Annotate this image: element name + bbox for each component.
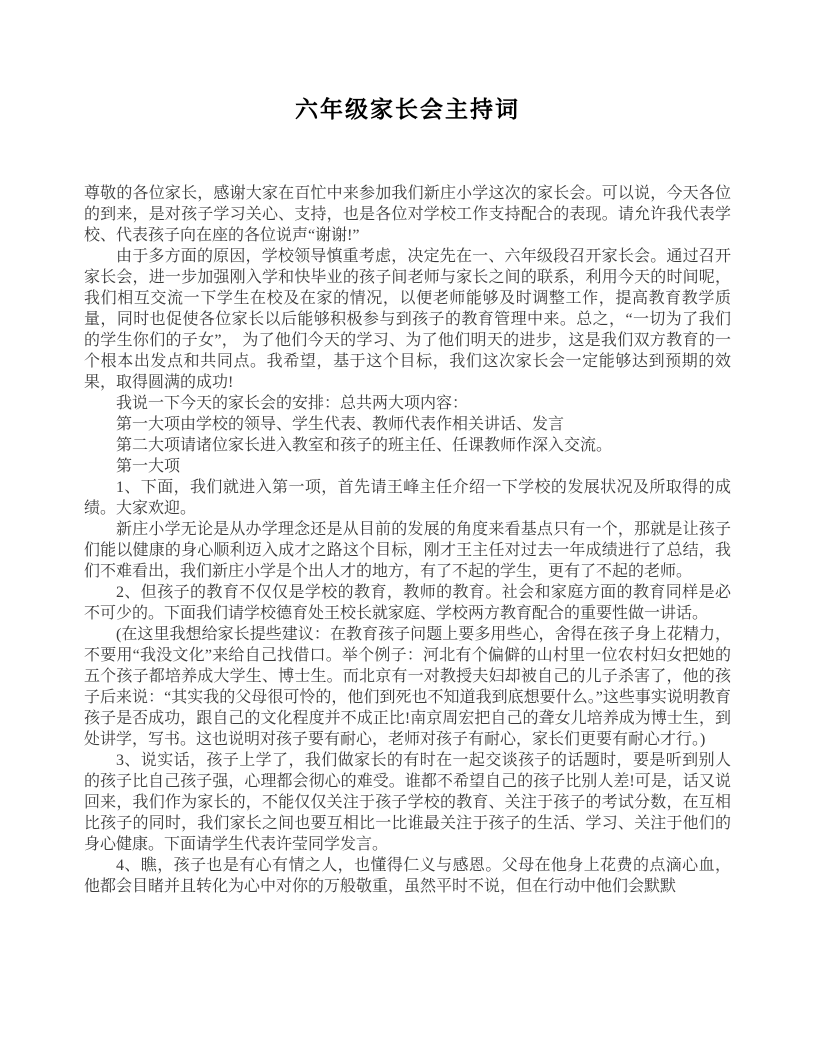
- paragraph: 3、说实话，孩子上学了，我们做家长的有时在一起交谈孩子的话题时，要是听到别人的孩子比自己孩子强，心理都会彻心的难受。谁都不希望自己的孩子比别人差!可是，话又说回来，我们作为家长的，不能仅仅关注于孩子学校的教育、关注于孩子的考试分数，在互相比孩子的同时，我们家长之间也要互相比一比谁最关注于孩子的生活、学习、关注于他们的身心健康。下面请学生代表许莹同学发言。: [84, 752, 731, 853]
- paragraph: 第二大项请诸位家长进入教室和孩子的班主任、任课教师作深入交流。: [116, 437, 613, 454]
- paragraph: 第一大项: [116, 458, 181, 475]
- paragraph: 1、下面，我们就进入第一项，首先请王峰主任介绍一下学校的发展状况及所取得的成绩。大家欢迎。: [84, 479, 731, 517]
- paragraph: 4、瞧，孩子也是有心有情之人，也懂得仁义与感恩。父母在他身上花费的点滴心血，他都会目睹并且转化为心中对你的万般敬重，虽然平时不说，但在行动中他们会默默: [84, 857, 731, 895]
- paragraph: 2、但孩子的教育不仅仅是学校的教育，教师的教育。社会和家庭方面的教育同样是必不可少的。下面我们请学校德育处王校长就家庭、学校两方教育配合的重要性做一讲话。: [84, 584, 731, 622]
- paragraph: 由于多方面的原因，学校领导慎重考虑，决定先在一、六年级段召开家长会。通过召开家长会，进一步加强刚入学和快毕业的孩子间老师与家长之间的联系，利用今天的时间呢，我们相互交流一下学生在校及在家的情况，以便老师能够及时调整工作，提高教育教学质量，同时也促使各位家长以后能够积极参与到孩子的教育管理中来。总之，“一切为了我们的学生你们的子女”， 为了他们今天的学习、为了他们明天的进步，这是我们双方教育的一个根本出发点和共同点。我希望，基于这个目标，我们这次家长会一定能够达到预期的效果，取得圆满的成功!: [84, 248, 731, 391]
- paragraph: 尊敬的各位家长，感谢大家在百忙中来参加我们新庄小学这次的家长会。可以说，今天各位的到来，是对孩子学习关心、支持，也是各位对学校工作支持配合的表现。请允许我代表学校、代表孩子向在座的各位说声“谢谢!”: [84, 185, 731, 244]
- paragraph: (在这里我想给家长提些建议：在教育孩子问题上要多用些心，舍得在孩子身上花精力，不要用“我没文化”来给自己找借口。举个例子：河北有个偏僻的山村里一位农村妇女把她的五个孩子都培养成大学生、博士生。而北京有一对教授夫妇却被自己的儿子杀害了，他的孩子后来说：“其实我的父母很可怜的，他们到死也不知道我到底想要什么。”这些事实说明教育孩子是否成功，跟自己的文化程度并不成正比!南京周宏把自己的聋女儿培养成为博士生，到处讲学，写书。这也说明对孩子要有耐心，老师对孩子有耐心，家长们更要有耐心才行。): [84, 626, 731, 748]
- paragraph: 新庄小学无论是从办学理念还是从目前的发展的角度来看基点只有一个，那就是让孩子们能以健康的身心顺利迈入成才之路这个目标，刚才王主任对过去一年成绩进行了总结，我们不难看出，我们新庄小学是个出人才的地方，有了不起的学生，更有了不起的老师。: [84, 521, 731, 580]
- document-body: [84, 183, 731, 897]
- document-title: 六年级家长会主持词: [295, 97, 520, 122]
- paragraph: 我说一下今天的家长会的安排：总共两大项内容：: [116, 395, 469, 412]
- paragraph: 第一大项由学校的领导、学生代表、教师代表作相关讲话、发言: [116, 416, 565, 433]
